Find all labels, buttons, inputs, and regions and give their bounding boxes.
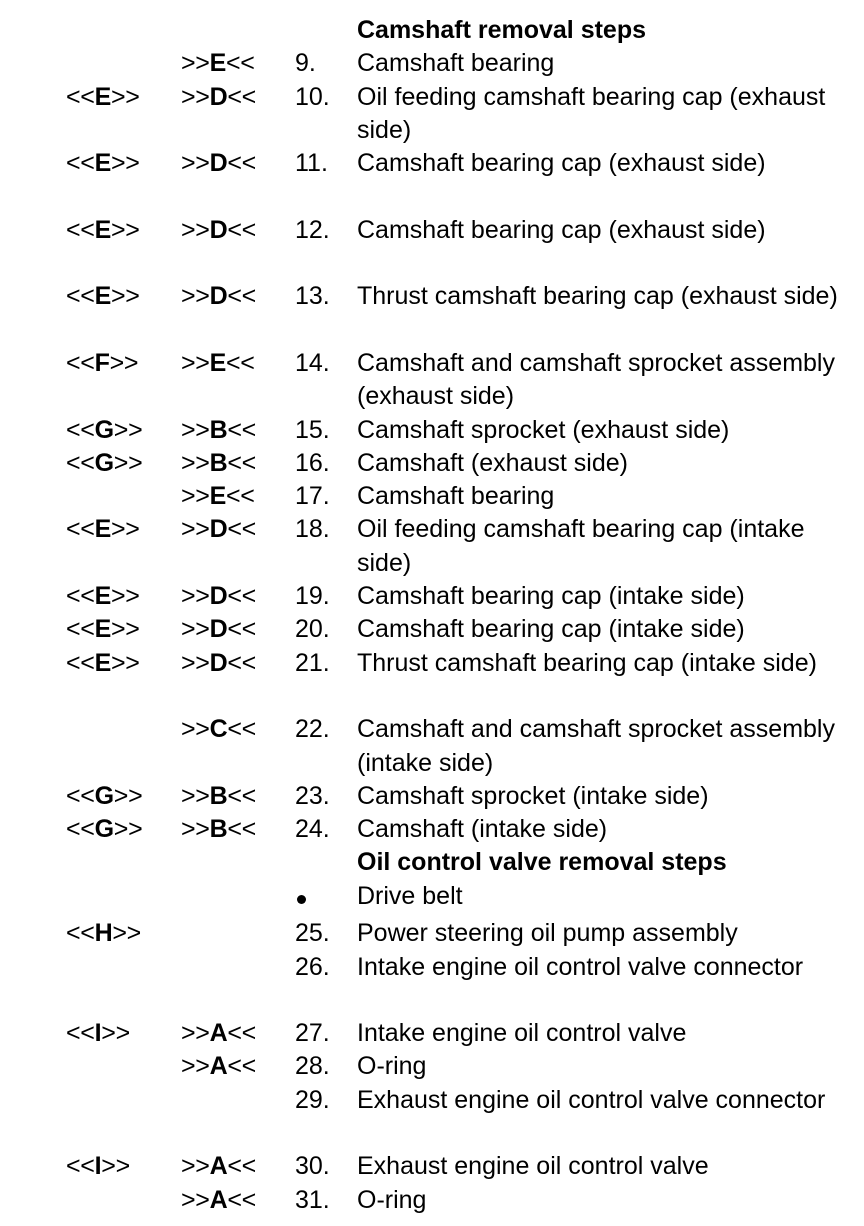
removal-marker: >>D<<: [181, 215, 256, 244]
install-marker: <<H>>: [66, 919, 141, 948]
step-row: [0, 613, 864, 646]
step-row: [0, 1050, 864, 1083]
step-row: [0, 713, 864, 780]
section-heading-row: [0, 14, 864, 47]
install-marker: <<E>>: [66, 282, 140, 311]
removal-marker: >>D<<: [181, 282, 256, 311]
step-text: Camshaft sprocket (intake side): [357, 781, 709, 810]
step-text: Camshaft (intake side): [357, 815, 608, 844]
removal-marker: >>B<<: [181, 448, 256, 477]
step-row: [0, 280, 864, 347]
step-row: [0, 780, 864, 813]
step-row: [0, 480, 864, 513]
removal-marker: >>C<<: [181, 715, 256, 744]
install-marker: <<F>>: [66, 348, 139, 377]
removal-marker: >>A<<: [181, 1052, 256, 1081]
bullet-dot-icon: [297, 895, 306, 904]
step-row: [0, 447, 864, 480]
step-text: Intake engine oil control valve connector: [357, 952, 804, 981]
step-row: [0, 347, 864, 414]
step-text: Camshaft bearing cap (intake side): [357, 582, 745, 611]
step-row: [0, 647, 864, 714]
install-marker: <<G>>: [66, 781, 143, 810]
install-marker: <<G>>: [66, 815, 143, 844]
step-number: 13.: [295, 282, 330, 311]
section-heading-row: [0, 846, 864, 879]
step-row: [0, 580, 864, 613]
step-row: [0, 917, 864, 950]
step-text: Camshaft and camshaft sprocket assembly (intake side): [357, 715, 835, 777]
step-number: 20.: [295, 615, 330, 644]
install-marker: <<E>>: [66, 515, 140, 544]
step-number: 18.: [295, 515, 330, 544]
bullet-row: [0, 880, 864, 918]
step-number: 23.: [295, 781, 330, 810]
step-text: Power steering oil pump assembly: [357, 919, 738, 948]
step-number: 11.: [295, 149, 328, 178]
step-text: Exhaust engine oil control valve connector: [357, 1085, 826, 1114]
step-text: Oil feeding camshaft bearing cap (exhaust side): [357, 82, 826, 144]
step-number: 27.: [295, 1019, 330, 1048]
removal-marker: >>B<<: [181, 415, 256, 444]
removal-marker: >>A<<: [181, 1019, 256, 1048]
step-row: [0, 1150, 864, 1183]
step-number: 10.: [295, 82, 330, 111]
install-marker: <<E>>: [66, 82, 140, 111]
step-text: Intake engine oil control valve: [357, 1019, 687, 1048]
step-number: 26.: [295, 952, 330, 981]
step-text: Camshaft bearing cap (exhaust side): [357, 149, 766, 178]
step-text: Camshaft (exhaust side): [357, 448, 628, 477]
step-text: Camshaft sprocket (exhaust side): [357, 415, 730, 444]
install-marker: <<G>>: [66, 415, 143, 444]
removal-marker: >>E<<: [181, 482, 255, 511]
removal-marker: >>E<<: [181, 348, 255, 377]
step-text: Thrust camshaft bearing cap (intake side): [357, 648, 817, 677]
removal-marker: >>D<<: [181, 615, 256, 644]
removal-marker: >>A<<: [181, 1185, 256, 1214]
removal-marker: >>D<<: [181, 582, 256, 611]
install-marker: <<E>>: [66, 615, 140, 644]
step-number: 16.: [295, 448, 330, 477]
step-text: Oil feeding camshaft bearing cap (intake side): [357, 515, 805, 577]
step-text: Camshaft bearing cap (intake side): [357, 615, 745, 644]
procedure-list: [0, 14, 864, 1217]
step-number: 12.: [295, 215, 330, 244]
step-row: [0, 1084, 864, 1151]
step-number: 28.: [295, 1052, 330, 1081]
section-heading-oil-control-valve: Oil control valve removal steps: [357, 848, 727, 877]
step-row: [0, 214, 864, 281]
removal-marker: >>E<<: [181, 49, 255, 78]
step-text: Camshaft and camshaft sprocket assembly (exhaust side): [357, 348, 835, 411]
bullet-text: Drive belt: [357, 881, 463, 910]
install-marker: <<I>>: [66, 1152, 130, 1181]
step-number: 22.: [295, 715, 330, 744]
step-row: [0, 513, 864, 580]
step-number: 29.: [295, 1085, 330, 1114]
install-marker: <<I>>: [66, 1019, 130, 1048]
step-number: 14.: [295, 348, 330, 377]
install-marker: <<E>>: [66, 648, 140, 677]
removal-marker: >>D<<: [181, 82, 256, 111]
step-row: [0, 81, 864, 148]
install-marker: <<G>>: [66, 448, 143, 477]
step-text: O-ring: [357, 1185, 427, 1214]
step-text: Exhaust engine oil control valve: [357, 1152, 709, 1181]
removal-marker: >>B<<: [181, 781, 256, 810]
step-row: [0, 147, 864, 214]
install-marker: <<E>>: [66, 149, 140, 178]
step-row: [0, 47, 864, 80]
step-number: 30.: [295, 1152, 330, 1181]
step-number: 21.: [295, 648, 330, 677]
step-number: 9.: [295, 49, 316, 78]
step-number: 15.: [295, 415, 330, 444]
removal-marker: >>D<<: [181, 149, 256, 178]
install-marker: <<E>>: [66, 215, 140, 244]
step-row: [0, 951, 864, 1018]
step-row: [0, 414, 864, 447]
step-number: 17.: [295, 482, 330, 511]
step-row: [0, 813, 864, 846]
step-number: 19.: [295, 582, 330, 611]
install-marker: <<E>>: [66, 582, 140, 611]
step-text: Camshaft bearing: [357, 482, 555, 511]
step-text: Thrust camshaft bearing cap (exhaust side): [357, 282, 838, 311]
step-text: O-ring: [357, 1052, 427, 1081]
step-text: Camshaft bearing: [357, 49, 555, 78]
step-number: 25.: [295, 919, 330, 948]
step-number: 31.: [295, 1185, 330, 1214]
section-heading-camshaft: Camshaft removal steps: [357, 16, 647, 44]
step-number: 24.: [295, 815, 330, 844]
removal-marker: >>A<<: [181, 1152, 256, 1181]
removal-marker: >>D<<: [181, 515, 256, 544]
removal-marker: >>B<<: [181, 815, 256, 844]
removal-marker: >>D<<: [181, 648, 256, 677]
step-row: [0, 1017, 864, 1050]
step-text: Camshaft bearing cap (exhaust side): [357, 215, 766, 244]
step-row: [0, 1184, 864, 1217]
